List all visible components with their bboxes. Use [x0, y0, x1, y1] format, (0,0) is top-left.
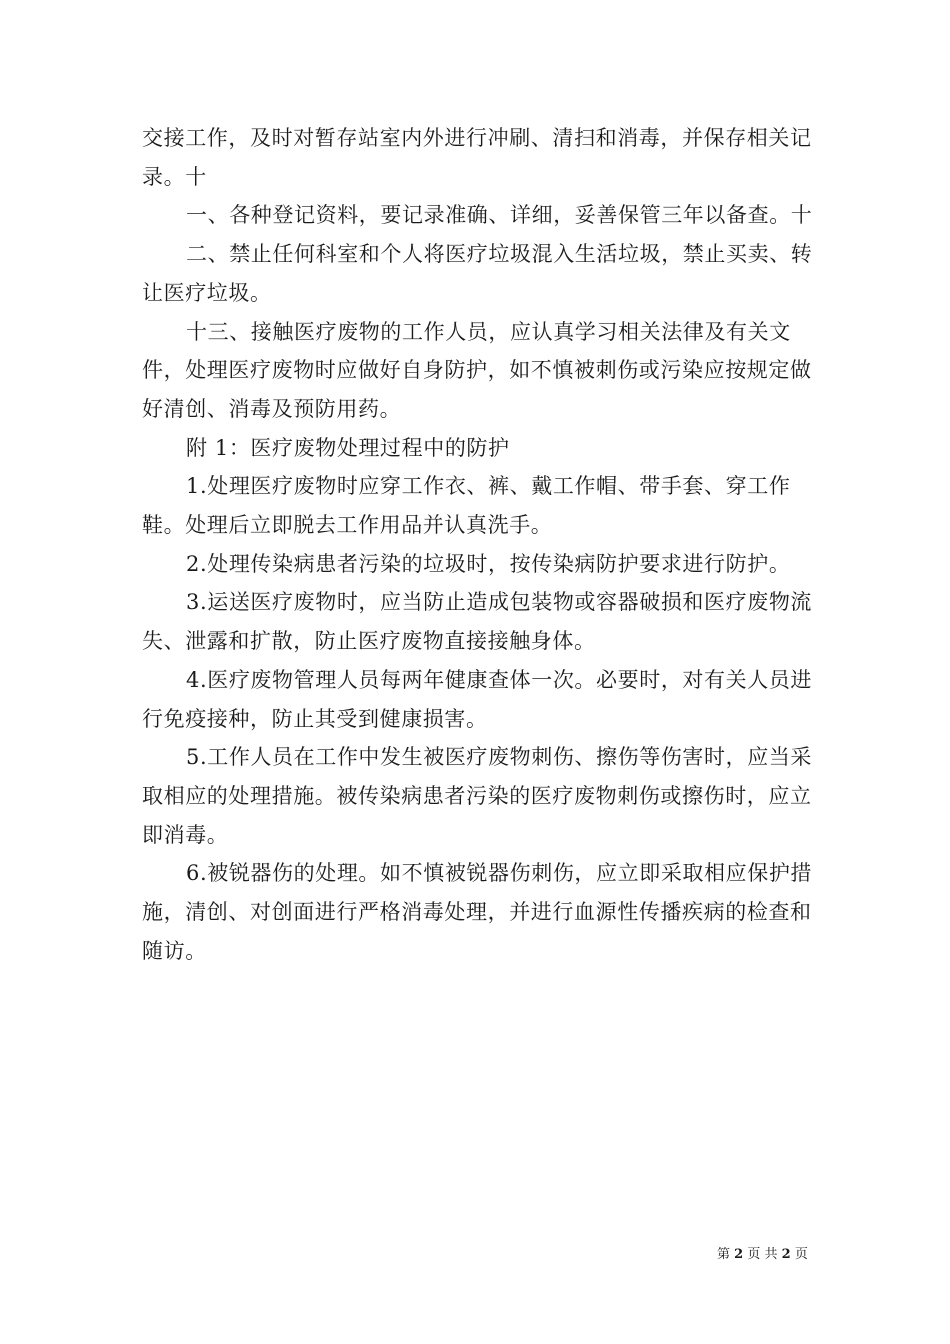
footer-middle: 页 共	[747, 1247, 778, 1262]
protection-item-3: 3.运送医疗废物时，应当防止造成包装物或容器破损和医疗废物流失、泄露和扩散，防止医疗废物直接接触身体。	[142, 590, 813, 654]
document-body	[142, 119, 826, 970]
paragraph-continuation-record: 交接工作，及时对暂存站室内外进行冲刷、清扫和消毒，并保存相关记录。十	[142, 126, 812, 189]
footer-suffix: 页	[794, 1247, 808, 1262]
footer-current-page: 2	[734, 1247, 744, 1262]
paragraph-item-13: 十三、接触医疗废物的工作人员，应认真学习相关法律及有关文件，处理医疗废物时应做好自身防护，如不慎被刺伤或污染应按规定做好清创、消毒及预防用药。	[142, 319, 812, 421]
appendix-heading: 附 1：医疗废物处理过程中的防护	[186, 435, 510, 460]
protection-item-5: 5.工作人员在工作中发生被医疗废物刺伤、擦伤等伤害时，应当采取相应的处理措施。被传染病患者污染的医疗废物刺伤或擦伤时，应立即消毒。	[142, 745, 813, 847]
page-footer	[717, 1246, 808, 1264]
protection-item-6: 6.被锐器伤的处理。如不慎被锐器伤刺伤，应立即采取相应保护措施，清创、对创面进行严格消毒处理，并进行血源性传播疾病的检查和随访。	[142, 861, 813, 963]
protection-item-1: 1.处理医疗废物时应穿工作衣、裤、戴工作帽、带手套、穿工作鞋。处理后立即脱去工作用品并认真洗手。	[142, 474, 791, 538]
protection-item-4: 4.医疗废物管理人员每两年健康查体一次。必要时，对有关人员进行免疫接种，防止其受到健康损害。	[142, 667, 813, 731]
protection-item-2: 2.处理传染病患者污染的垃圾时，按传染病防护要求进行防护。	[186, 551, 791, 576]
footer-prefix: 第	[717, 1247, 731, 1262]
paragraph-item-12: 二、禁止任何科室和个人将医疗垃圾混入生活垃圾，禁止买卖、转让医疗垃圾。	[142, 242, 813, 305]
paragraph-item-11: 一、各种登记资料，要记录准确、详细，妥善保管三年以备查。十	[186, 203, 813, 228]
footer-total-pages: 2	[781, 1247, 791, 1262]
